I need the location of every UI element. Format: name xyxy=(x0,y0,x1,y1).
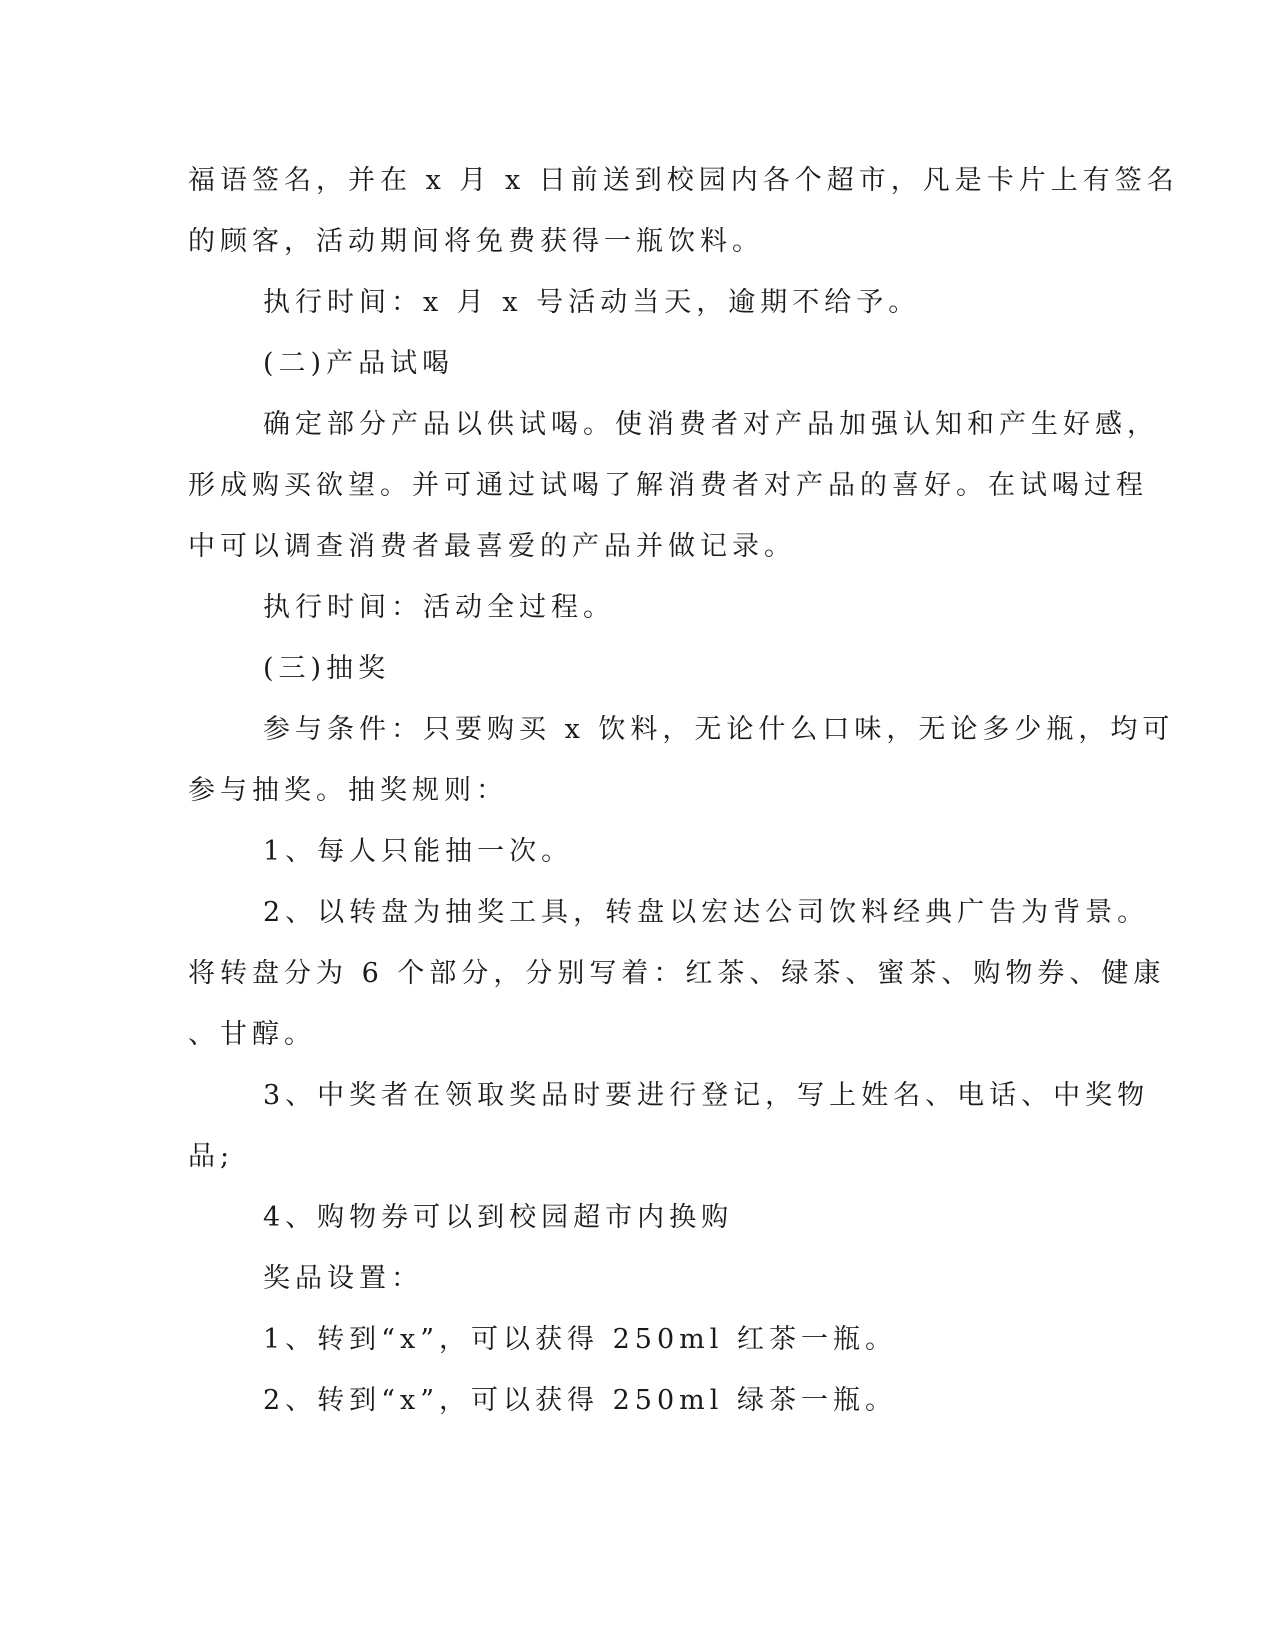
paragraph-line: 形成购买欲望。并可通过试喝了解消费者对产品的喜好。在试喝过程 xyxy=(188,470,1148,501)
prize-heading: 奖品设置： xyxy=(263,1263,423,1294)
paragraph-line: 福语签名，并在 x 月 x 日前送到校园内各个超市，凡是卡片上有签名 xyxy=(188,165,1179,196)
paragraph-line: 、甘醇。 xyxy=(188,1019,316,1050)
rule-item: 3、中奖者在领取奖品时要进行登记，写上姓名、电话、中奖物 xyxy=(263,1080,1150,1111)
paragraph-line: 确定部分产品以供试喝。使消费者对产品加强认知和产生好感， xyxy=(263,409,1159,440)
rule-item: 2、以转盘为抽奖工具，转盘以宏达公司饮料经典广告为背景。 xyxy=(263,897,1150,928)
section-heading: (三)抽奖 xyxy=(263,653,391,684)
rule-item: 4、购物券可以到校园超市内换购 xyxy=(263,1202,734,1233)
paragraph-line: 品; xyxy=(188,1141,235,1172)
prize-item: 1、转到“x”，可以获得 250ml 红茶一瓶。 xyxy=(263,1324,897,1355)
paragraph-line: 参与条件：只要购买 x 饮料，无论什么口味，无论多少瓶，均可 xyxy=(263,714,1175,745)
paragraph-line: 的顾客，活动期间将免费获得一瓶饮料。 xyxy=(188,226,764,257)
paragraph-line: 将转盘分为 6 个部分，分别写着：红茶、绿茶、蜜茶、购物券、健康 xyxy=(188,958,1166,989)
prize-item: 2、转到“x”，可以获得 250ml 绿茶一瓶。 xyxy=(263,1385,897,1416)
rule-item: 1、每人只能抽一次。 xyxy=(263,836,574,867)
paragraph-line: 参与抽奖。抽奖规则： xyxy=(188,775,508,806)
paragraph-line: 执行时间：活动全过程。 xyxy=(263,592,615,623)
section-heading: (二)产品试喝 xyxy=(263,348,455,379)
paragraph-line: 中可以调查消费者最喜爱的产品并做记录。 xyxy=(188,531,796,562)
document-body xyxy=(188,160,1179,1441)
paragraph-line: 执行时间：x 月 x 号活动当天，逾期不给予。 xyxy=(263,287,921,318)
